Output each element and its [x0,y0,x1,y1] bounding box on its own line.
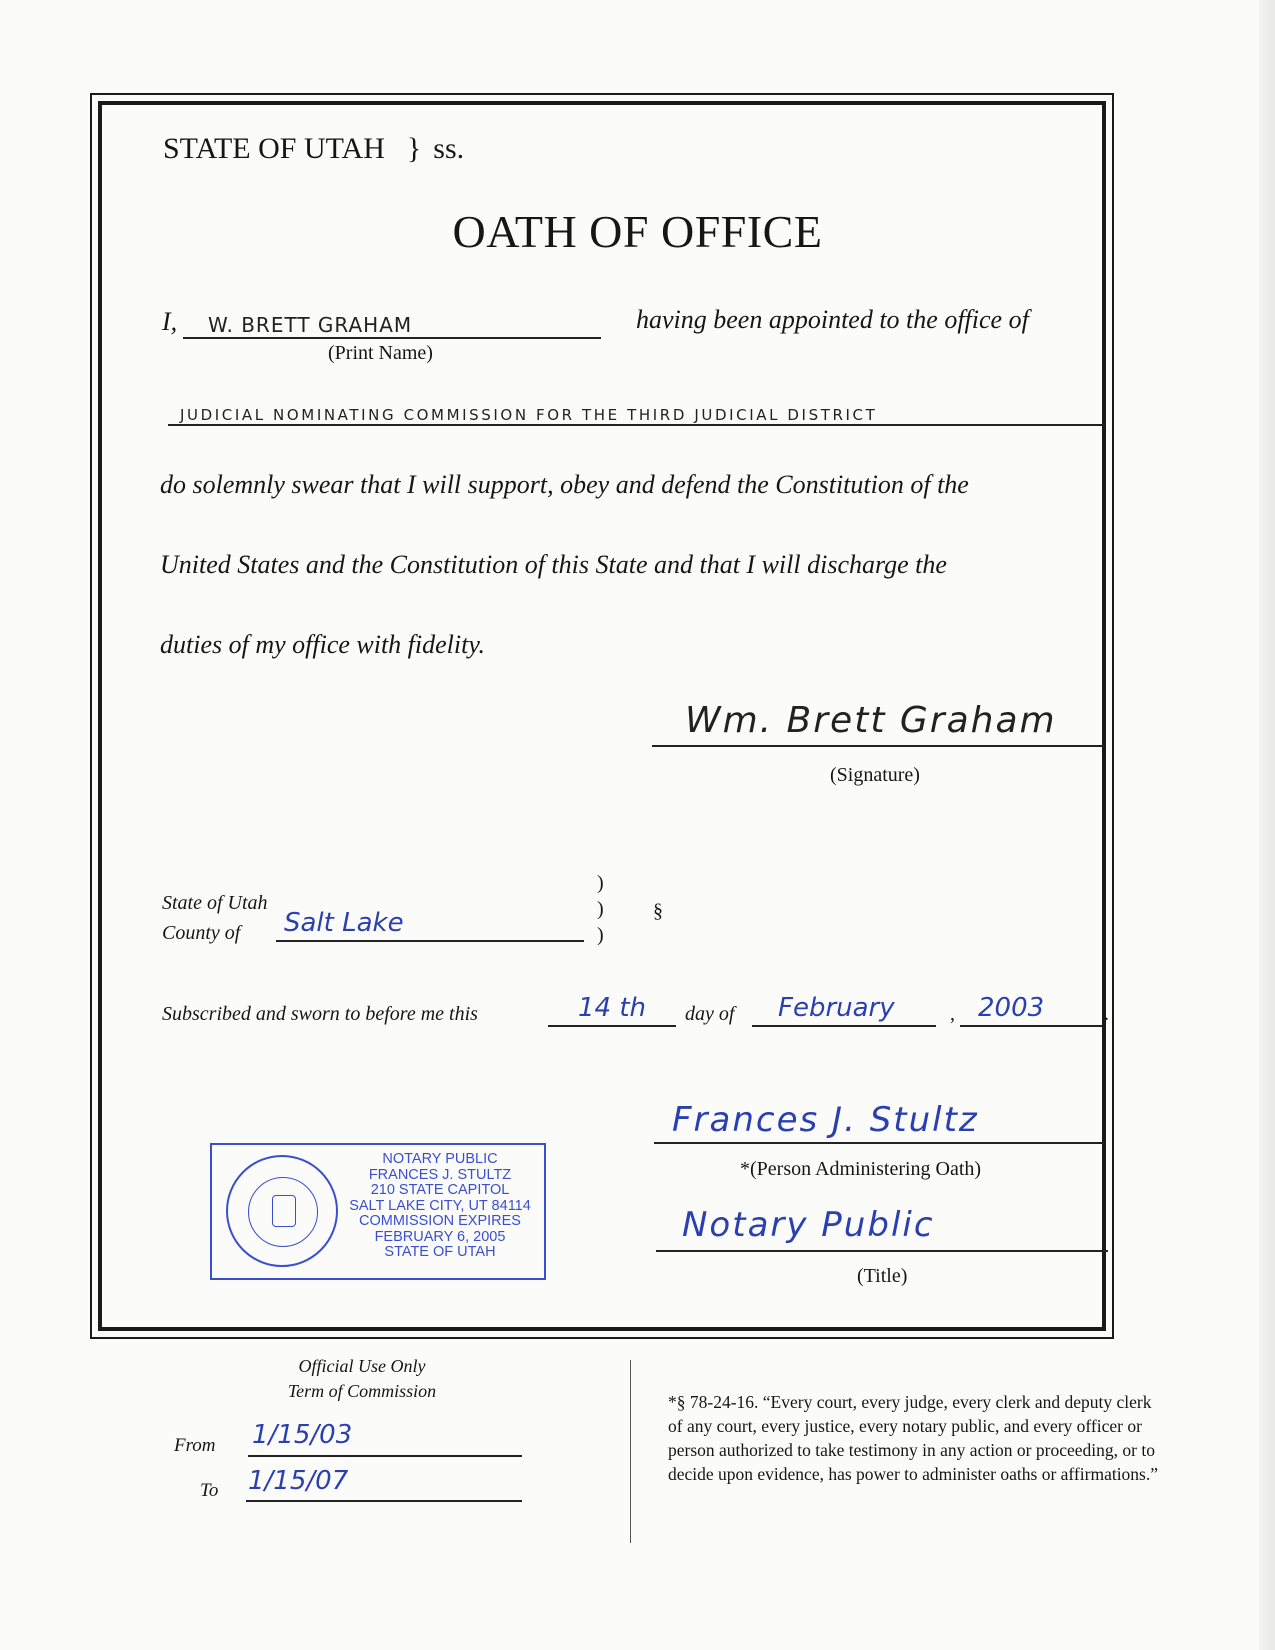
to-underline [246,1500,522,1502]
stamp-text [338,1152,542,1261]
official-use-heading: Official Use Only [298,1356,426,1376]
term-heading: Term of Commission [287,1381,437,1401]
from-label: From [174,1435,216,1456]
name-caption: (Print Name) [328,342,433,364]
office-underline [168,424,1105,426]
jurat-county-label: County of [162,922,241,944]
stamp-line: FEBRUARY 6, 2005 [374,1228,506,1245]
venue-brace: } [406,132,422,165]
date-comma: , [950,1003,955,1025]
seal-emblem-icon [272,1195,296,1227]
oath-line-3: duties of my office with fidelity. [160,630,485,659]
signature-caption: (Signature) [830,764,920,786]
county-underline [276,940,584,942]
state-seal-icon [226,1155,338,1267]
day-value: 14 th [578,993,647,1023]
document-title: OATH OF OFFICE [452,206,823,257]
stamp-line: FRANCES J. STULTZ [368,1166,512,1183]
to-date: 1/15/07 [248,1466,349,1496]
administrator-caption: *(Person Administering Oath) [740,1158,982,1180]
oath-line-2: United States and the Constitution of this State and that I will discharge the [160,550,947,579]
administrator-signature: Frances J. Stultz [672,1100,979,1140]
section-symbol: § [653,900,663,922]
title-line [656,1250,1108,1252]
month-value: February [778,993,895,1023]
from-underline [248,1455,522,1457]
stamp-line: SALT LAKE CITY, UT 84114 [349,1197,531,1214]
printed-name: W. BRETT GRAHAM [208,313,413,337]
footer-divider [630,1360,631,1543]
office-name: JUDICIAL NOMINATING COMMISSION FOR THE THIRD JUDICIAL DISTRICT [180,406,878,424]
day-underline [548,1025,676,1027]
statute-footnote: *§ 78-24-16. “Every court, every judge, every clerk and deputy clerk of any court, every justice, every notary public, and every officer or person authorized to take testimony in any action or proceeding, or to decide upon evidence, has power to administer oaths or affirmations.” [668,1392,1159,1484]
notary-stamp [210,1143,546,1280]
signature: Wm. Brett Graham [685,700,1057,741]
from-date: 1/15/03 [252,1420,353,1450]
paren-1: ) [597,872,604,894]
administrator-title: Notary Public [682,1205,935,1245]
signature-line [652,745,1104,747]
i-prefix: I, [162,307,178,336]
year-value: 2003 [978,993,1045,1023]
county-name: Salt Lake [284,908,404,938]
appointed-text: having been appointed to the office of [636,305,1029,334]
administrator-line [654,1142,1104,1144]
venue-state: STATE OF UTAH [163,132,385,165]
subscribed-text: Subscribed and sworn to before me this [162,1003,478,1025]
name-underline [183,337,601,339]
date-period: . [1104,1003,1109,1025]
stamp-line: STATE OF UTAH [384,1244,496,1260]
stamp-line: COMMISSION EXPIRES [359,1213,521,1229]
month-underline [752,1025,936,1027]
venue-line [163,132,464,166]
jurat-state: State of Utah [162,892,268,914]
oath-line-1: do solemnly swear that I will support, obey and defend the Constitution of the [160,470,969,499]
stamp-line: 210 STATE CAPITOL [370,1182,510,1198]
paren-2: ) [597,898,604,920]
day-of-text: day of [685,1003,735,1025]
stamp-line: NOTARY PUBLIC [382,1151,498,1167]
to-label: To [200,1480,219,1501]
venue-ss: ss. [433,132,465,165]
title-caption: (Title) [857,1265,908,1287]
paren-3: ) [597,924,604,946]
year-underline [960,1025,1102,1027]
